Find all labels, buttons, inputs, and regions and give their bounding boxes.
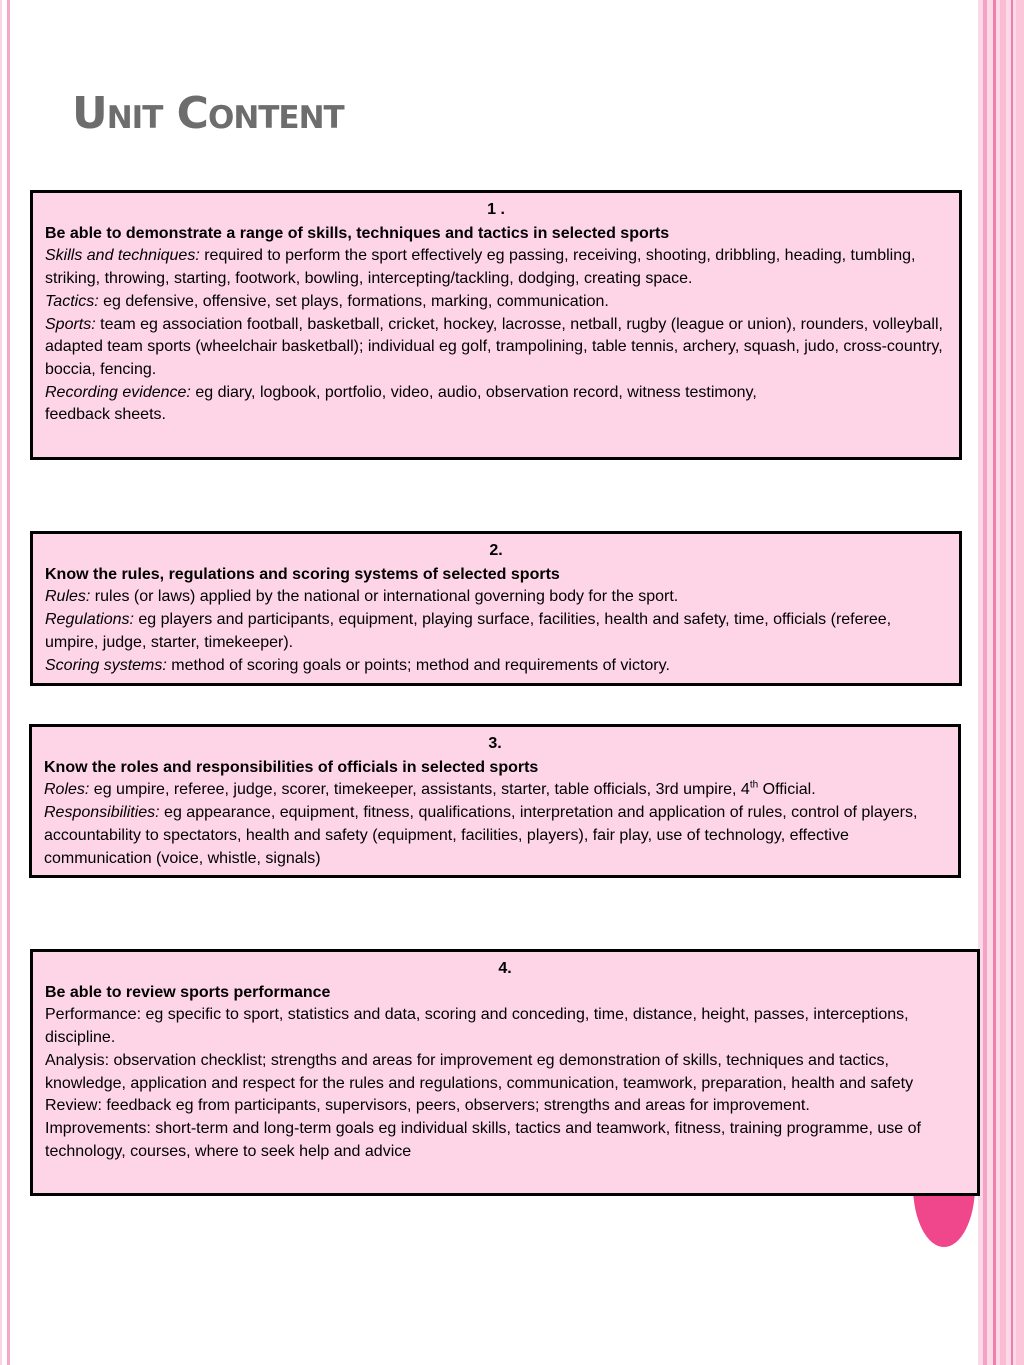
section-heading: Know the rules, regulations and scoring systems of selected sports bbox=[45, 565, 560, 583]
item-text: eg defensive, offensive, set plays, formations, marking, communication. bbox=[98, 292, 609, 310]
item-text: rules (or laws) applied by the national or international governing body for the sport. bbox=[90, 588, 679, 606]
content-item bbox=[44, 802, 946, 870]
right-border-stripe bbox=[1011, 0, 1013, 1365]
item-label: Tactics: bbox=[45, 292, 99, 310]
right-border-stripe bbox=[983, 0, 987, 1365]
item-text: team eg association football, basketball, cricket, hockey, lacrosse, netball, rugby (league or union), rounders, volleyball, adapted team sports (wheelchair basketball); individual eg golf, trampolining, table tennis, archery, squash, judo, cross-country, boccia, fencing. bbox=[45, 315, 943, 378]
item-text: eg appearance, equipment, fitness, qualifications, interpretation and application of rules, control of players, accountability to spectators, health and safety (equipment, facilities, players), fair play, use of technology, effective communication (voice, whistle, signals) bbox=[44, 804, 918, 867]
section-heading: Be able to review sports performance bbox=[45, 983, 331, 1001]
content-item bbox=[45, 291, 947, 314]
item-text: method of scoring goals or points; method and requirements of victory. bbox=[166, 656, 670, 674]
content-item bbox=[45, 586, 947, 609]
item-text: Official. bbox=[758, 781, 816, 799]
left-border-line bbox=[7, 0, 10, 1365]
item-label: Rules: bbox=[45, 588, 91, 606]
content-item: Analysis: observation checklist; strengths and areas for improvement eg demonstration of skills, techniques and tactics, knowledge, application and respect for the rules and regulations, communication, teamwork, preparation, health and safety bbox=[45, 1051, 914, 1092]
content-box-3 bbox=[29, 724, 961, 878]
content-item bbox=[45, 655, 947, 678]
content-item: Performance: eg specific to sport, statistics and data, scoring and conceding, time, distance, height, passes, interceptions, discipline. bbox=[45, 1006, 909, 1047]
item-label: Recording evidence: bbox=[45, 383, 191, 401]
item-text: eg diary, logbook, portfolio, video, audio, observation record, witness testimony, bbox=[190, 383, 757, 401]
content-item bbox=[45, 609, 947, 654]
item-text: eg players and participants, equipment, playing surface, facilities, health and safety, time, officials (referee, umpire, judge, starter, timekeeper). bbox=[45, 611, 892, 651]
right-border-stripe bbox=[1016, 0, 1024, 1365]
content-item bbox=[45, 245, 947, 290]
content-item: Improvements: short-term and long-term goals eg individual skills, tactics and teamwork, fitness, training programme, use of technology, courses, where to seek help and advice bbox=[45, 1119, 921, 1160]
page-title: Unit Content bbox=[72, 88, 344, 139]
item-label: Skills and techniques: bbox=[45, 247, 200, 265]
section-number: 4. bbox=[498, 960, 512, 977]
section-number: 3. bbox=[488, 735, 502, 752]
content-item bbox=[44, 779, 946, 802]
item-text: required to perform the sport effectively eg passing, receiving, shooting, dribbling, heading, tumbling, striking, throwing, starting, footwork, bowling, intercepting/tackling, dodging, creating space. bbox=[45, 247, 916, 288]
content-box-2 bbox=[30, 531, 962, 686]
content-box-1 bbox=[30, 190, 962, 460]
content-item bbox=[45, 382, 947, 427]
right-border-stripe bbox=[1000, 0, 1006, 1365]
section-heading: Know the roles and responsibilities of officials in selected sports bbox=[44, 758, 539, 776]
item-label: Roles: bbox=[44, 781, 90, 799]
item-label: Regulations: bbox=[45, 611, 134, 629]
item-text: feedback sheets. bbox=[45, 406, 166, 424]
item-label: Sports: bbox=[45, 315, 96, 333]
section-heading: Be able to demonstrate a range of skills, techniques and tactics in selected sports bbox=[45, 224, 670, 242]
item-label: Scoring systems: bbox=[45, 656, 167, 674]
right-border-stripe bbox=[993, 0, 996, 1365]
content-item: Review: feedback eg from participants, supervisors, peers, observers; strengths and areas for improvement. bbox=[45, 1097, 810, 1115]
left-border-line bbox=[0, 0, 2, 1365]
superscript: th bbox=[749, 780, 759, 792]
item-label: Responsibilities: bbox=[44, 804, 160, 822]
content-item bbox=[45, 314, 947, 382]
section-number: 2. bbox=[489, 542, 503, 559]
section-number: 1 . bbox=[487, 201, 505, 218]
item-text: eg umpire, referee, judge, scorer, timekeeper, assistants, starter, table officials, 3rd umpire, 4 bbox=[89, 781, 750, 799]
content-box-4 bbox=[30, 949, 980, 1196]
